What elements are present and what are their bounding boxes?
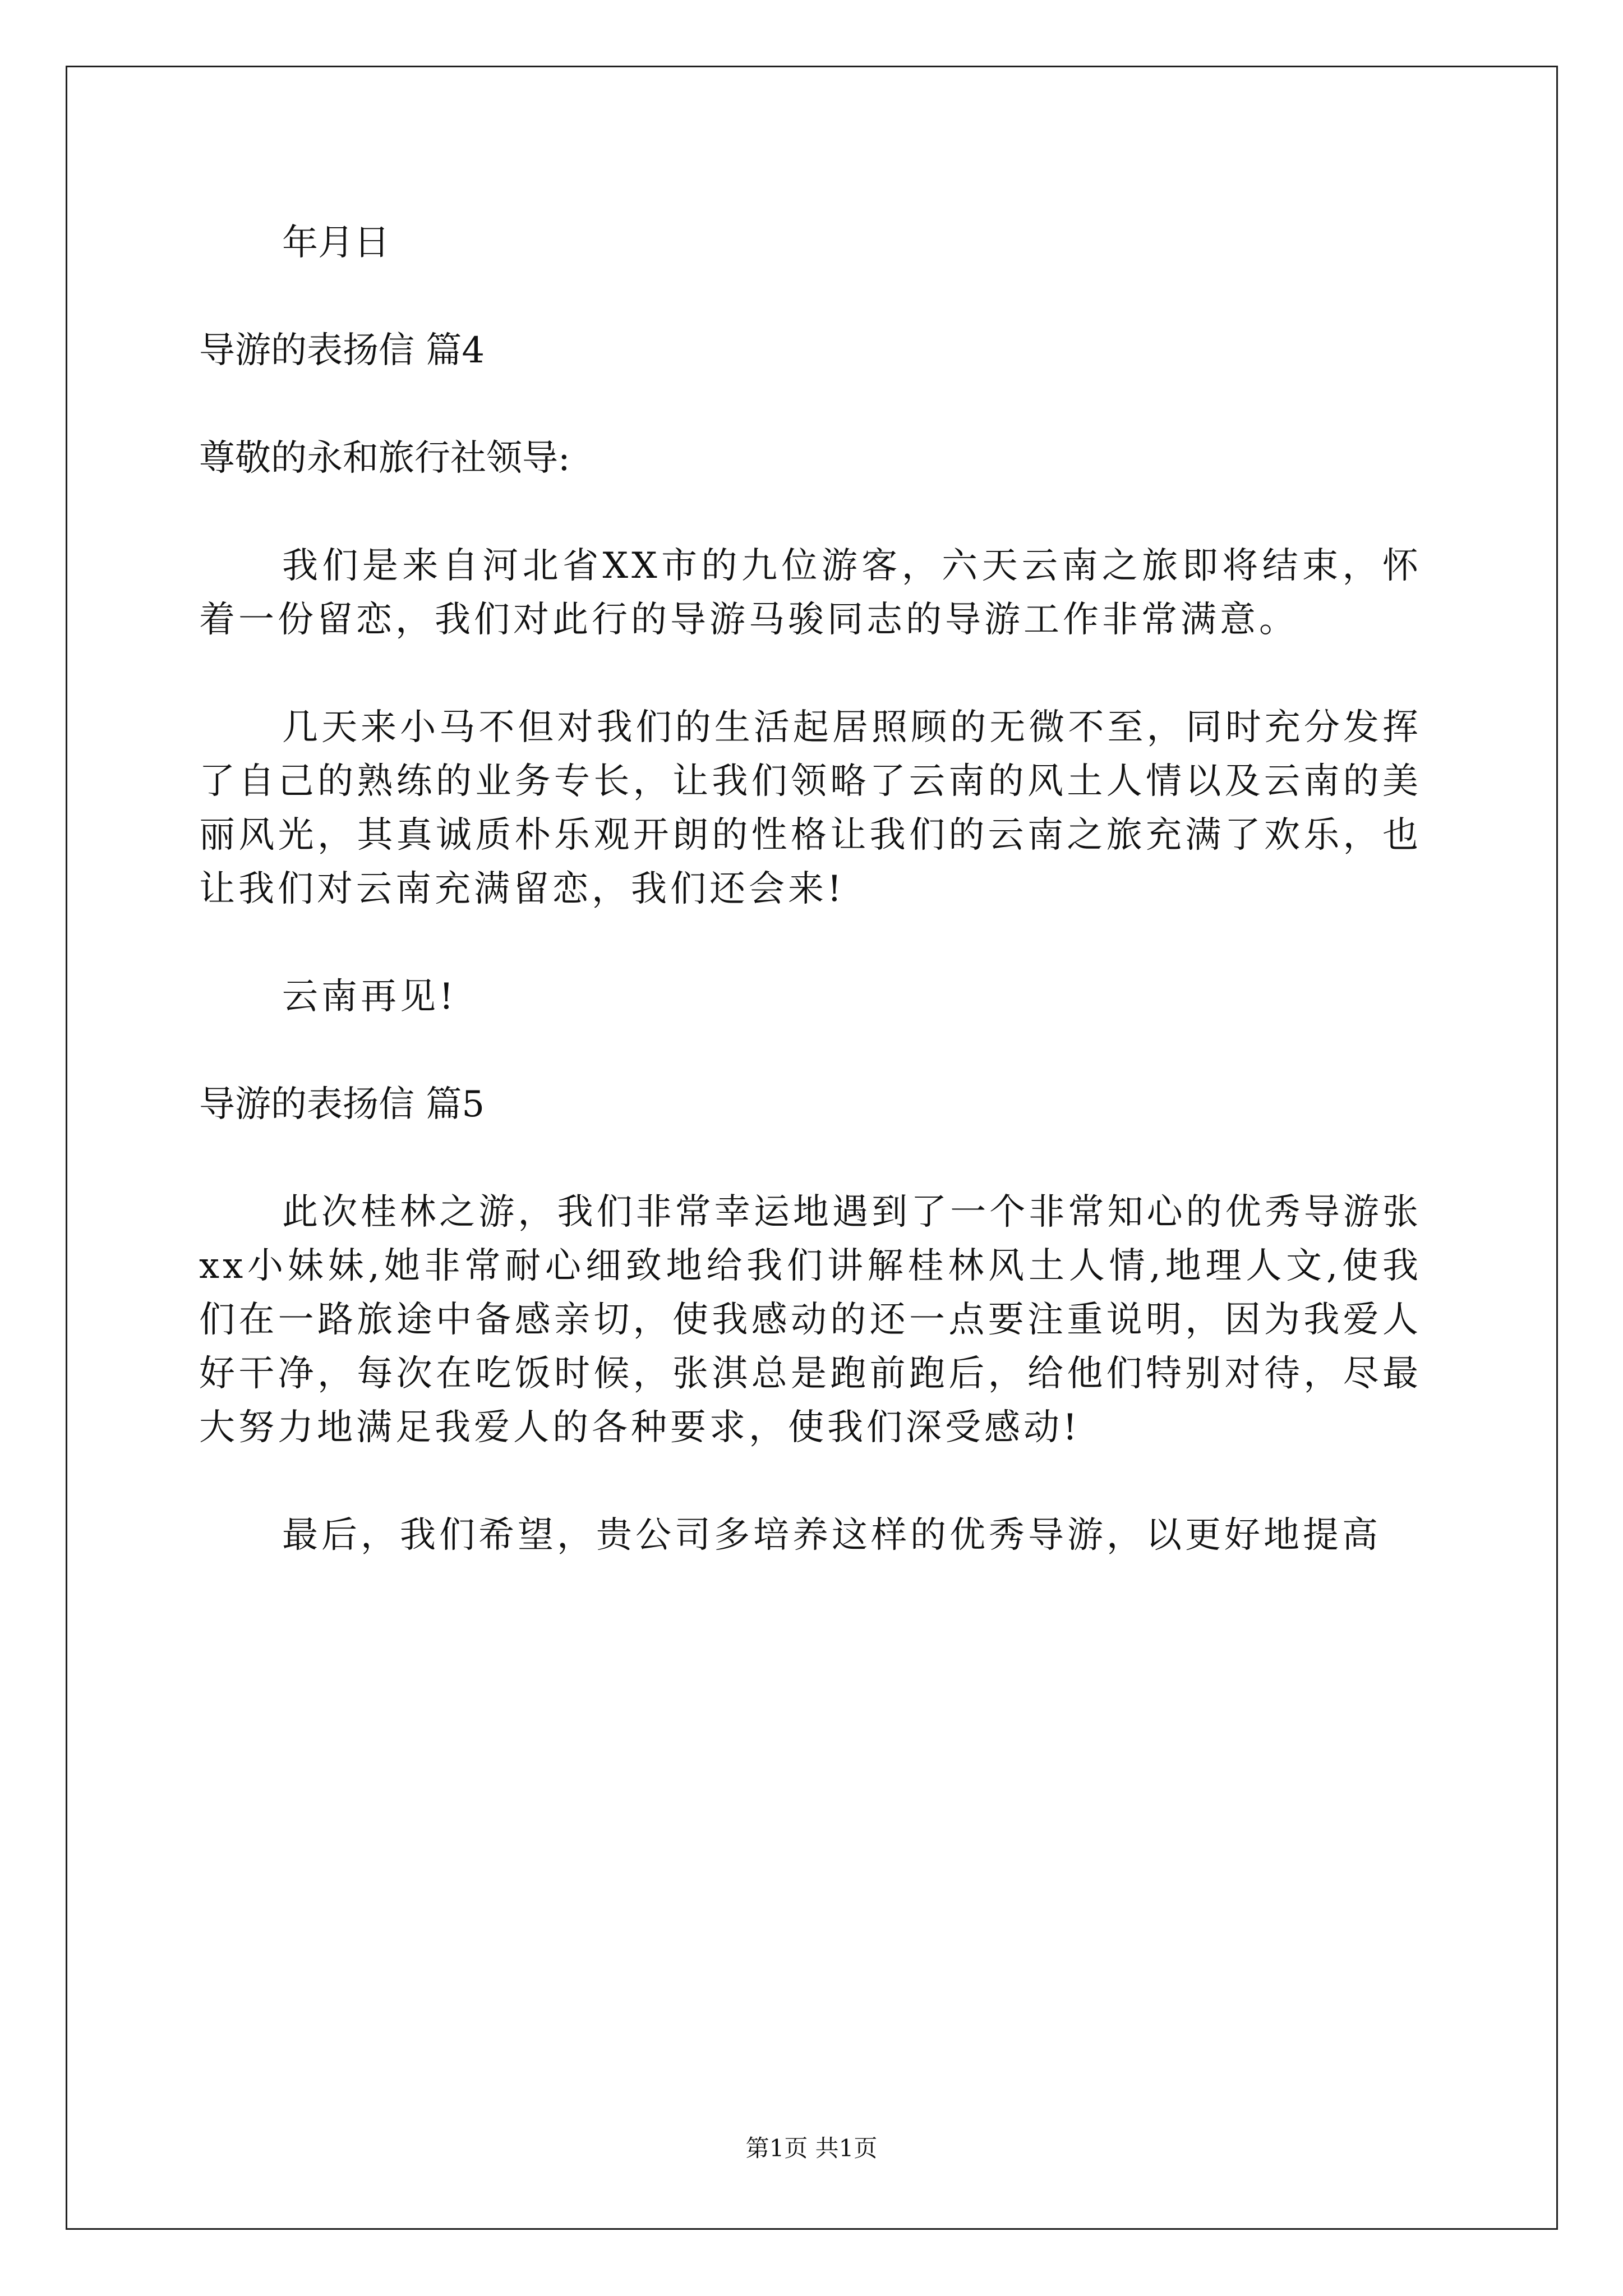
date-line: 年月日 xyxy=(282,222,390,264)
paragraph: 我们是来自河北省XX市的九位游客，六天云南之旅即将结束，怀着一份留恋，我们对此行的导游马骏同志的导游工作非常满意。 xyxy=(199,545,1422,641)
paragraph: 最后，我们希望，贵公司多培养这样的优秀导游，以更好地提高 xyxy=(282,1515,1381,1556)
document-body xyxy=(199,216,1422,1562)
paragraph: 此次桂林之游，我们非常幸运地遇到了一个非常知心的优秀导游张xx小妹妹,她非常耐心细致地给我们讲解桂林风土人情,地理人文,使我们在一路旅途中备感亲切，使我感动的还一点要注重说明，因为我爱人好干净，每次在吃饭时候，张淇总是跑前跑后，给他们特别对待，尽最大努力地满足我爱人的各种要求，使我们深受感动! xyxy=(199,1191,1422,1448)
salutation: 尊敬的永和旅行社领导: xyxy=(199,438,570,479)
paragraph: 云南再见! xyxy=(282,976,457,1018)
paragraph: 几天来小马不但对我们的生活起居照顾的无微不至，同时充分发挥了自己的熟练的业务专长，让我们领略了云南的风土人情以及云南的美丽风光，其真诚质朴乐观开朗的性格让我们的云南之旅充满了欢乐，也让我们对云南充满留恋，我们还会来! xyxy=(199,707,1422,910)
page-number-footer: 第1页 共1页 xyxy=(745,2134,878,2162)
section-heading-4: 导游的表扬信 篇4 xyxy=(199,330,485,371)
section-heading-5: 导游的表扬信 篇5 xyxy=(199,1084,485,1125)
